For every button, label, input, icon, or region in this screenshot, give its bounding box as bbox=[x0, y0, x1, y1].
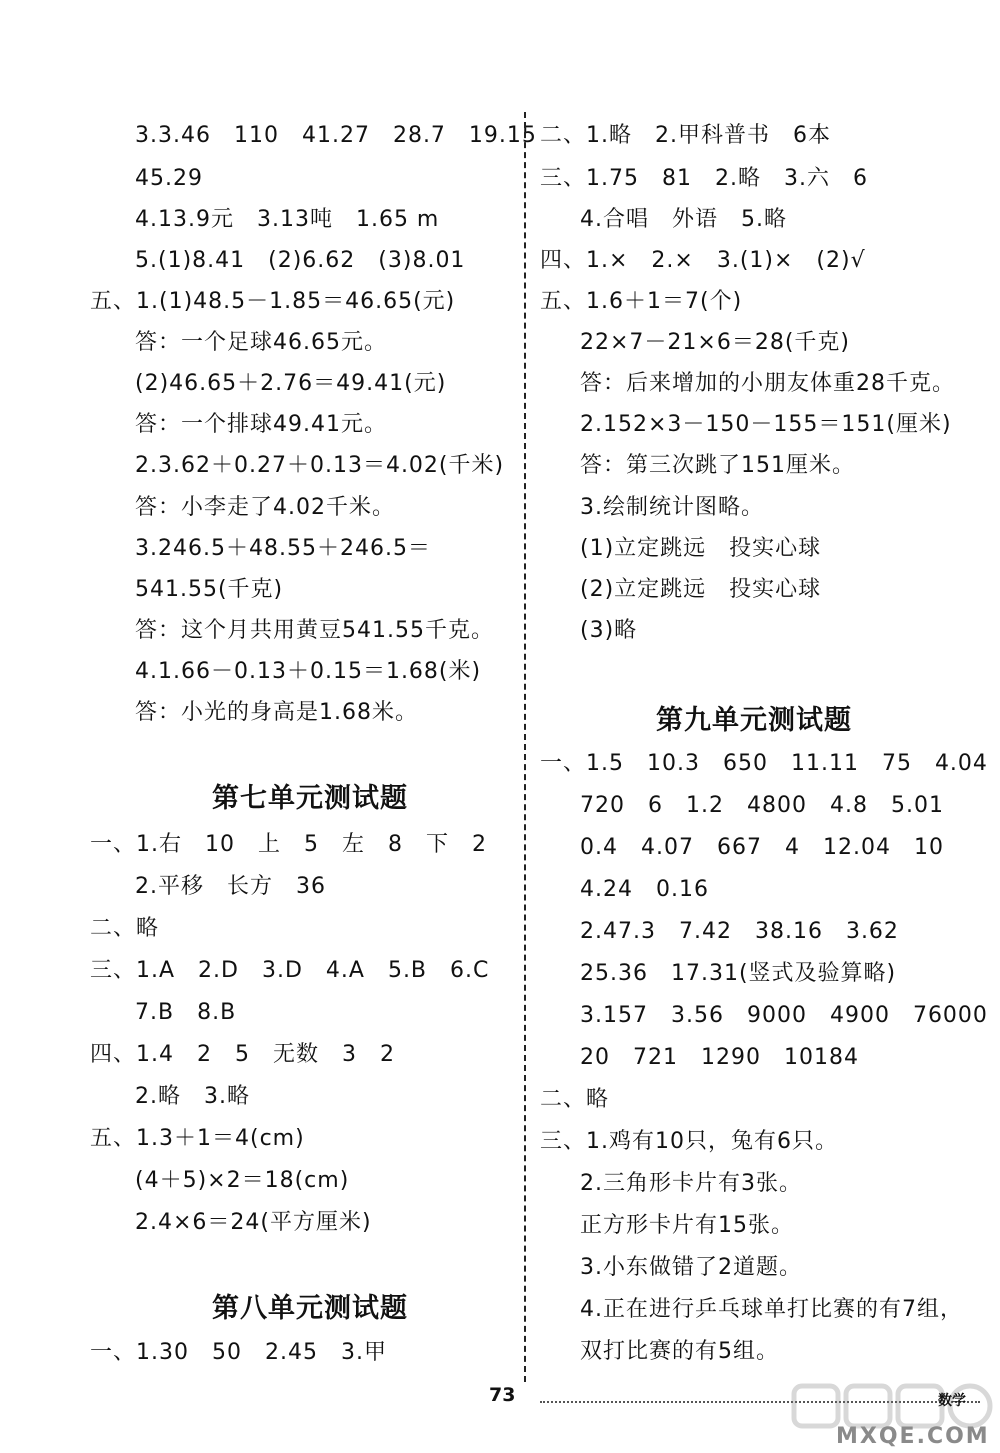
page-number: 73 bbox=[489, 1384, 516, 1406]
answer-line: 4.1.66－0.13＋0.15＝1.68(米) bbox=[135, 659, 482, 684]
answer-line: 541.55(千克) bbox=[135, 577, 284, 602]
answer-line: 答：这个月共用黄豆541.55千克。 bbox=[135, 618, 494, 643]
answer-line: 3.246.5＋48.55＋246.5＝ bbox=[135, 536, 431, 561]
answer-line: 答：一个足球46.65元。 bbox=[135, 330, 387, 355]
answer-line: 25.36 17.31(竖式及验算略) bbox=[580, 961, 897, 986]
answer-line: 2.152×3－150－155＝151(厘米) bbox=[580, 412, 952, 437]
answer-line: 双打比赛的有5组。 bbox=[580, 1339, 779, 1364]
answer-line: 三、1.鸡有10只，兔有6只。 bbox=[540, 1129, 838, 1154]
answer-line: 4.13.9元 3.13吨 1.65 m bbox=[135, 207, 440, 232]
answer-line: 20 721 1290 10184 bbox=[580, 1045, 859, 1070]
answer-line: 三、1.A 2.D 3.D 4.A 5.B 6.C bbox=[90, 958, 490, 983]
answer-line: 一、1.30 50 2.45 3.甲 bbox=[90, 1340, 387, 1365]
answer-line: (2)立定跳远 投实心球 bbox=[580, 577, 822, 602]
answer-line: 3.绘制统计图略。 bbox=[580, 495, 764, 520]
answer-line: 答：后来增加的小朋友体重28千克。 bbox=[580, 371, 955, 396]
answer-line: 答：一个排球49.41元。 bbox=[135, 412, 387, 437]
answer-line: 答：小李走了4.02千米。 bbox=[135, 495, 395, 520]
footer-subject-tag: 数学 bbox=[938, 1393, 966, 1409]
answer-line: 45.29 bbox=[135, 166, 203, 191]
answer-line: 3.3.46 110 41.27 28.7 19.15 bbox=[135, 123, 537, 148]
answer-line: (4＋5)×2＝18(cm) bbox=[135, 1168, 350, 1193]
answer-line: 2.三角形卡片有3张。 bbox=[580, 1171, 802, 1196]
answer-line: 7.B 8.B bbox=[135, 1000, 237, 1025]
answer-line: 2.略 3.略 bbox=[135, 1084, 250, 1109]
unit7-title: 第七单元测试题 bbox=[212, 783, 408, 814]
answer-line: 4.正在进行乒乓球单打比赛的有7组， bbox=[580, 1297, 963, 1322]
answer-line: 2.3.62＋0.27＋0.13＝4.02(千米) bbox=[135, 453, 505, 478]
answer-line: 二、1.略 2.甲科普书 6本 bbox=[540, 123, 831, 148]
watermark-url: MXQE.COM bbox=[836, 1424, 990, 1449]
answer-line: 二、略 bbox=[540, 1087, 610, 1112]
answer-line: (1)立定跳远 投实心球 bbox=[580, 536, 822, 561]
answer-line: 一、1.右 10 上 5 左 8 下 2 bbox=[90, 832, 487, 857]
column-divider bbox=[524, 112, 526, 1382]
answer-line: 三、1.75 81 2.略 3.六 6 bbox=[540, 166, 868, 191]
answer-line: 3.小东做错了2道题。 bbox=[580, 1255, 802, 1280]
answer-line: 5.(1)8.41 (2)6.62 (3)8.01 bbox=[135, 248, 466, 273]
answer-line: 四、1.× 2.× 3.(1)× (2)√ bbox=[540, 248, 866, 273]
answer-line: 答：小光的身高是1.68米。 bbox=[135, 700, 418, 725]
answer-line: 五、1.(1)48.5－1.85＝46.65(元) bbox=[90, 289, 456, 314]
answer-line: 2.4×6＝24(平方厘米) bbox=[135, 1210, 372, 1235]
answer-line: 720 6 1.2 4800 4.8 5.01 bbox=[580, 793, 944, 818]
unit9-title: 第九单元测试题 bbox=[656, 705, 852, 736]
answer-line: 五、1.6＋1＝7(个) bbox=[540, 289, 743, 314]
answer-line: 五、1.3＋1＝4(cm) bbox=[90, 1126, 305, 1151]
answer-line: 3.157 3.56 9000 4900 76000 bbox=[580, 1003, 988, 1028]
answer-line: 正方形卡片有15张。 bbox=[580, 1213, 794, 1238]
answer-line: 0.4 4.07 667 4 12.04 10 bbox=[580, 835, 944, 860]
answer-line: (3)略 bbox=[580, 618, 638, 643]
answer-line: (2)46.65＋2.76＝49.41(元) bbox=[135, 371, 447, 396]
answer-line: 二、略 bbox=[90, 916, 160, 941]
answer-line: 一、1.5 10.3 650 11.11 75 4.04 bbox=[540, 751, 988, 776]
unit8-title: 第八单元测试题 bbox=[212, 1293, 408, 1324]
answer-line: 四、1.4 2 5 无数 3 2 bbox=[90, 1042, 395, 1067]
answer-line: 22×7－21×6＝28(千克) bbox=[580, 330, 851, 355]
answer-line: 2.47.3 7.42 38.16 3.62 bbox=[580, 919, 899, 944]
answer-line: 4.合唱 外语 5.略 bbox=[580, 207, 787, 232]
answer-line: 4.24 0.16 bbox=[580, 877, 709, 902]
answer-line: 2.平移 长方 36 bbox=[135, 874, 326, 899]
answer-line: 答：第三次跳了151厘米。 bbox=[580, 453, 855, 478]
